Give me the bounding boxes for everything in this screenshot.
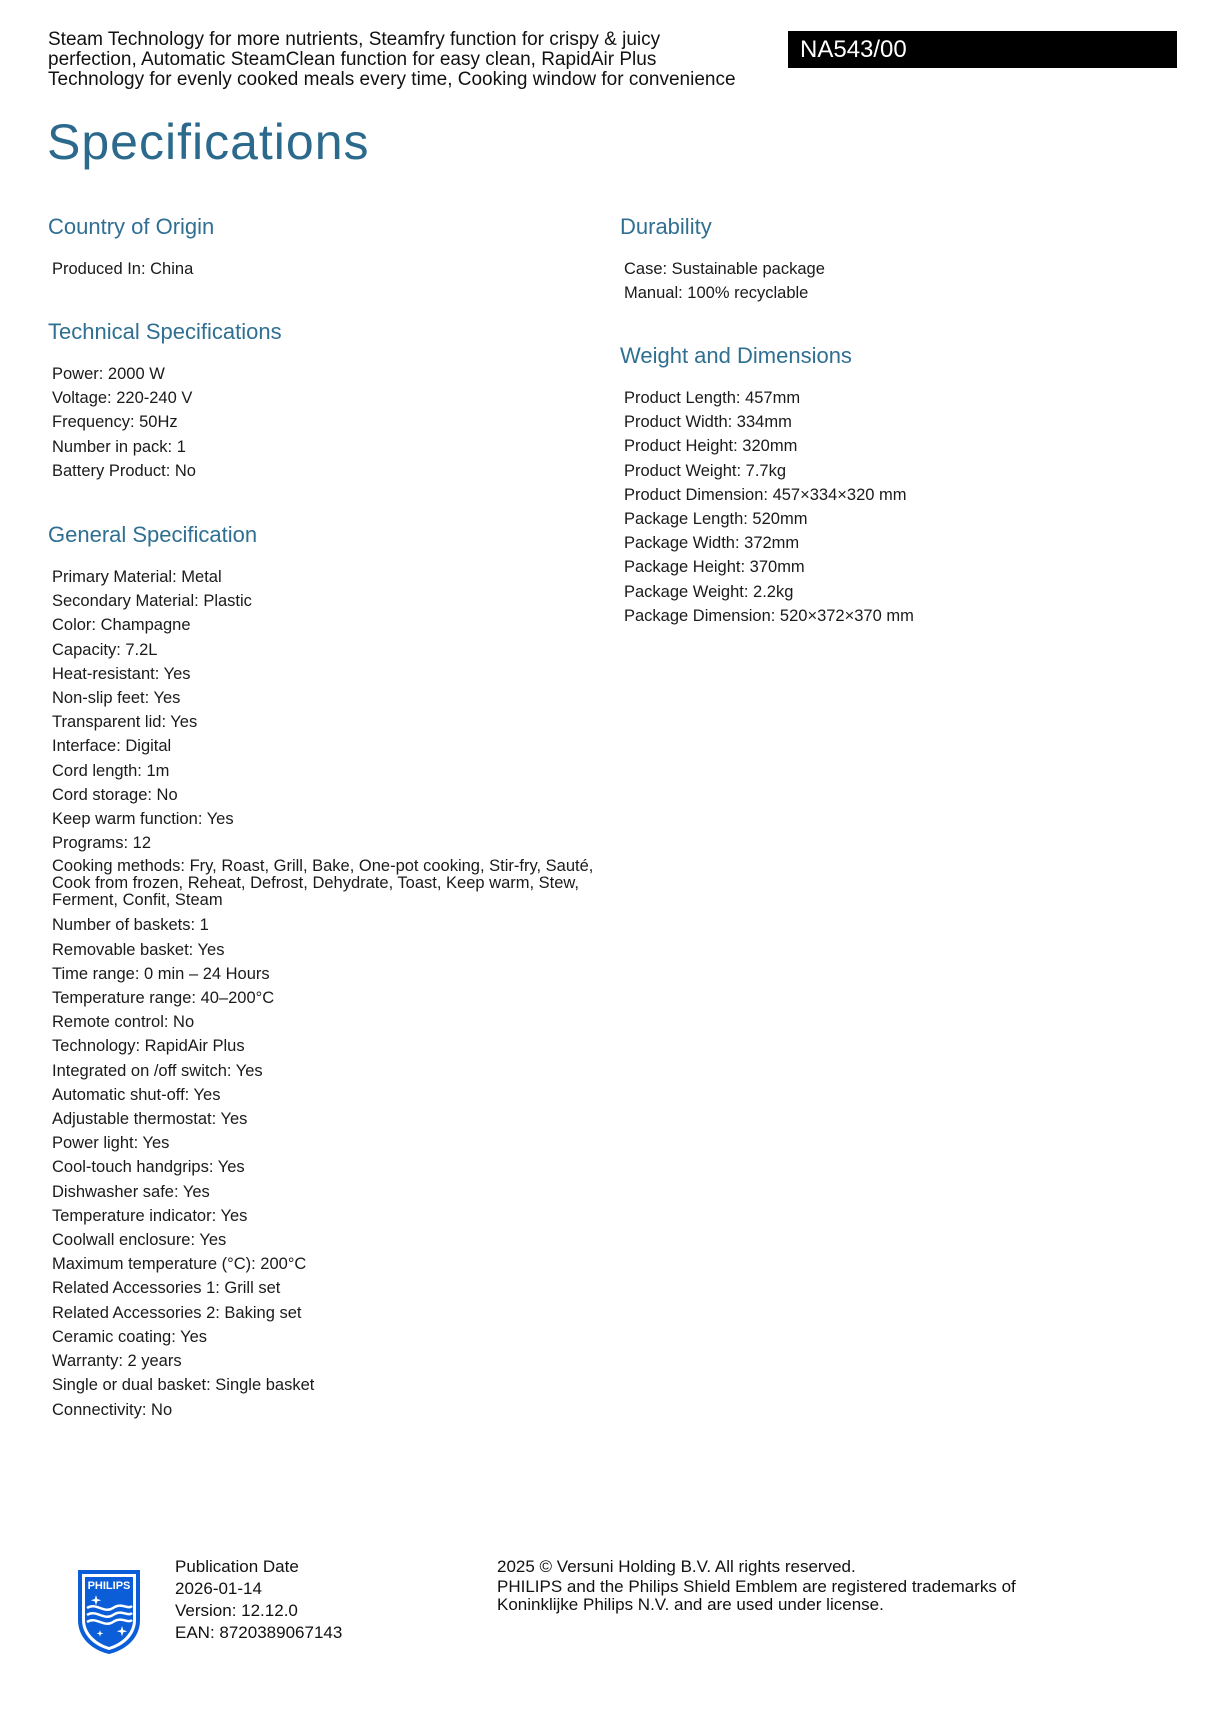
section-weight-and-dimensions <box>620 343 1180 628</box>
spec-item: Case: Sustainable package <box>624 260 825 278</box>
spec-item: Product Length: 457mm <box>624 389 801 407</box>
spec-item: Maximum temperature (°C): 200°C <box>52 1255 307 1274</box>
spec-item: Integrated on /off switch: Yes <box>52 1061 263 1080</box>
publication-label: Publication Date <box>175 1557 299 1576</box>
spec-item: Product Height: 320mm <box>624 437 798 456</box>
spec-item: Non-slip feet: Yes <box>52 689 181 708</box>
product-intro <box>48 30 768 90</box>
spec-item: Keep warm function: Yes <box>52 810 234 829</box>
spec-item: Frequency: 50Hz <box>52 413 178 432</box>
spec-item: Voltage: 220-240 V <box>52 389 193 408</box>
spec-item: Primary Material: Metal <box>52 568 222 586</box>
section-heading: Durability <box>620 214 712 239</box>
spec-item: Remote control: No <box>52 1013 195 1032</box>
spec-item: Transparent lid: Yes <box>52 713 198 732</box>
section-heading: Weight and Dimensions <box>620 343 852 368</box>
spec-item: Related Accessories 2: Baking set <box>52 1303 302 1322</box>
logo-wordmark: PHILIPS <box>87 1580 131 1592</box>
spec-item: Package Width: 372mm <box>624 534 800 553</box>
spec-item: Power light: Yes <box>52 1134 170 1153</box>
spec-item: Related Accessories 1: Grill set <box>52 1279 281 1298</box>
spec-item: Removable basket: Yes <box>52 940 225 959</box>
intro-line: perfection, Automatic SteamClean function for easy clean, RapidAir Plus <box>48 49 657 70</box>
spec-item: Color: Champagne <box>52 616 191 635</box>
model-number: NA543/00 <box>788 31 1177 68</box>
spec-item: Battery Product: No <box>52 461 196 480</box>
spec-item: Temperature indicator: Yes <box>52 1206 248 1225</box>
spec-item: Package Weight: 2.2kg <box>624 582 794 601</box>
intro-line: Steam Technology for more nutrients, Steamfry function for crispy & juicy <box>48 29 661 50</box>
section-heading: Country of Origin <box>48 214 215 239</box>
spec-item: Secondary Material: Plastic <box>52 592 252 611</box>
spec-item: Warranty: 2 years <box>52 1352 182 1371</box>
copyright: 2025 © Versuni Holding B.V. All rights reserved. <box>497 1557 856 1576</box>
spec-item: Product Weight: 7.7kg <box>624 461 787 480</box>
spec-item: Cord length: 1m <box>52 761 170 780</box>
legal-notice <box>497 1556 1057 1614</box>
trademark-line: PHILIPS and the Philips Shield Emblem are registered trademarks of <box>497 1577 1016 1596</box>
spec-item: Capacity: 7.2L <box>52 640 158 659</box>
trademark-line: Koninklijke Philips N.V. and are used under license. <box>497 1595 884 1614</box>
philips-shield-logo <box>76 1568 142 1656</box>
spec-item: Programs: 12 <box>52 834 152 853</box>
spec-item: Heat-resistant: Yes <box>52 664 191 683</box>
section-technical-specifications <box>48 319 608 483</box>
section-durability <box>620 214 1180 305</box>
spec-item: Power: 2000 W <box>52 365 165 383</box>
spec-item: Package Length: 520mm <box>624 510 808 529</box>
section-country-of-origin <box>48 214 608 281</box>
version: Version: 12.12.0 <box>175 1601 298 1620</box>
spec-item: Cooking methods: Fry, Roast, Grill, Bake, One-pot cooking, Stir-fry, Sauté, Cook from frozen, Reheat, Defrost, Dehydrate, Toast, Keep warm, Stew, Ferment, Confit, Steam <box>52 857 594 910</box>
spec-item: Cord storage: No <box>52 785 178 804</box>
spec-item: Connectivity: No <box>52 1400 173 1419</box>
spec-item: Product Width: 334mm <box>624 413 792 432</box>
spec-list <box>48 257 608 281</box>
spec-item: Dishwasher safe: Yes <box>52 1182 210 1201</box>
publication-info <box>175 1556 342 1644</box>
spec-list <box>48 565 608 1422</box>
spec-item: Cool-touch handgrips: Yes <box>52 1158 245 1177</box>
intro-line: Technology for evenly cooked meals every time, Cooking window for convenience <box>48 69 736 90</box>
spec-item: Number in pack: 1 <box>52 437 186 456</box>
spec-list <box>620 386 1180 628</box>
spec-list <box>48 362 608 483</box>
spec-item: Technology: RapidAir Plus <box>52 1037 245 1056</box>
section-general-specification <box>48 522 608 1422</box>
publication-date: 2026-01-14 <box>175 1579 262 1598</box>
page-title: Specifications <box>47 114 370 170</box>
spec-item: Time range: 0 min – 24 Hours <box>52 964 270 983</box>
spec-item: Number of baskets: 1 <box>52 916 209 935</box>
spec-item: Produced In: China <box>52 260 194 278</box>
spec-item: Product Dimension: 457×334×320 mm <box>624 485 907 504</box>
spec-item: Manual: 100% recyclable <box>624 284 809 303</box>
spec-item: Coolwall enclosure: Yes <box>52 1231 227 1250</box>
section-heading: General Specification <box>48 522 258 547</box>
spec-item: Interface: Digital <box>52 737 172 756</box>
spec-item: Package Height: 370mm <box>624 558 805 577</box>
ean: EAN: 8720389067143 <box>175 1623 343 1642</box>
spec-item: Single or dual basket: Single basket <box>52 1376 315 1395</box>
spec-list <box>620 257 1180 305</box>
spec-item: Package Dimension: 520×372×370 mm <box>624 606 914 625</box>
spec-item: Automatic shut-off: Yes <box>52 1085 221 1104</box>
spec-item: Ceramic coating: Yes <box>52 1327 208 1346</box>
section-heading: Technical Specifications <box>48 319 282 344</box>
spec-item: Adjustable thermostat: Yes <box>52 1110 248 1129</box>
spec-item: Temperature range: 40–200°C <box>52 989 275 1008</box>
